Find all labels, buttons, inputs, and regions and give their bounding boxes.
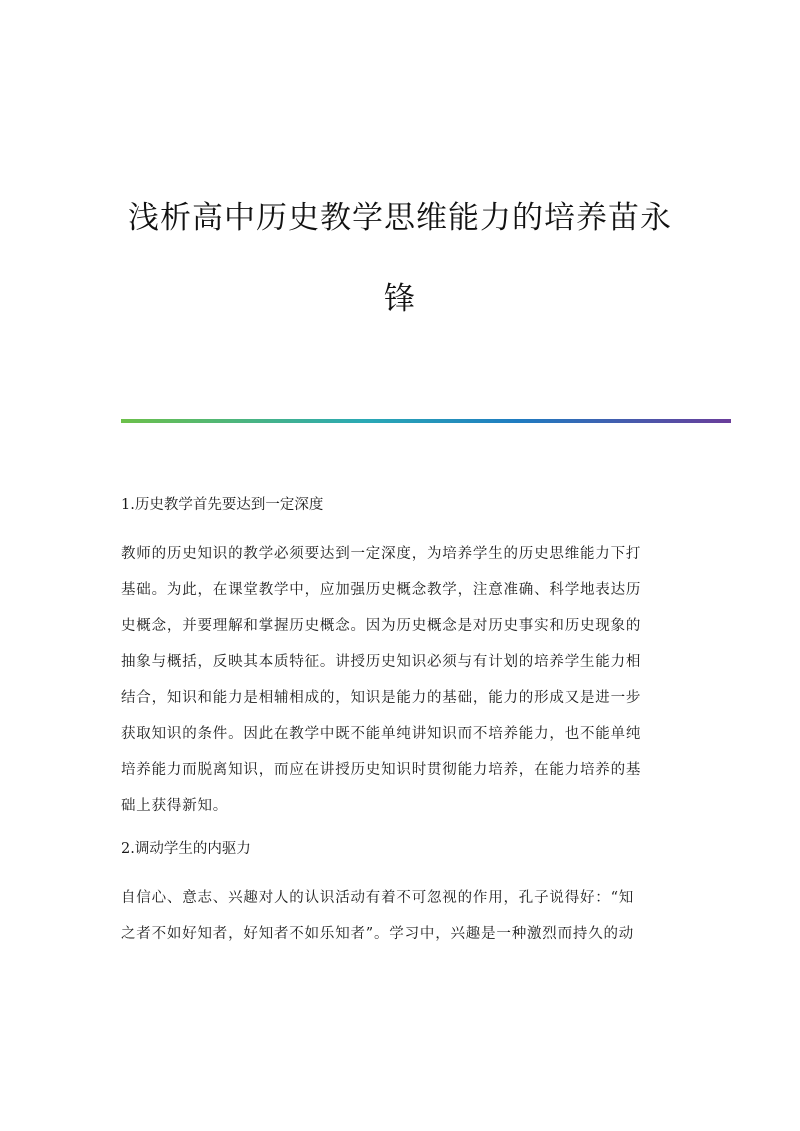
document-title-line-2: 锋 <box>384 281 416 317</box>
paragraph-line: 自信心、意志、兴趣对人的认识活动有着不可忽视的作用，孔子说得好：“知 <box>121 890 635 906</box>
title-divider <box>121 419 731 423</box>
paragraph-line: 获取知识的条件。因此在教学中既不能单纯讲知识而不培养能力，也不能单纯 <box>121 726 642 742</box>
paragraph-line: 之者不如好知者，好知者不如乐知者”。学习中，兴趣是一种激烈而持久的动 <box>121 926 635 942</box>
section-heading: 2.调动学生的内驱力 <box>121 841 251 857</box>
paragraph-line: 史概念，并要理解和掌握历史概念。因为历史概念是对历史事实和历史现象的 <box>121 618 642 634</box>
paragraph-line: 结合，知识和能力是相辅相成的，知识是能力的基础，能力的形成又是进一步 <box>121 690 642 706</box>
paragraph-line: 抽象与概括，反映其本质特征。讲授历史知识必须与有计划的培养学生能力相 <box>121 654 642 670</box>
paragraph <box>121 880 681 952</box>
section-heading: 1.历史教学首先要达到一定深度 <box>121 497 324 513</box>
paragraph-line: 础上获得新知。 <box>121 798 229 814</box>
document-title-line-1: 浅析高中历史教学思维能力的培养苗永 <box>128 200 672 236</box>
paragraph-line: 培养能力而脱离知识，而应在讲授历史知识时贯彻能力培养，在能力培养的基 <box>121 762 642 778</box>
paragraph <box>121 536 681 824</box>
section-2 <box>121 834 681 952</box>
section-1 <box>121 490 681 824</box>
paragraph-line: 教师的历史知识的教学必须要达到一定深度，为培养学生的历史思维能力下打 <box>121 546 642 562</box>
document-body <box>121 490 681 962</box>
paragraph-line: 基础。为此，在课堂教学中，应加强历史概念教学，注意准确、科学地表达历 <box>121 582 642 598</box>
